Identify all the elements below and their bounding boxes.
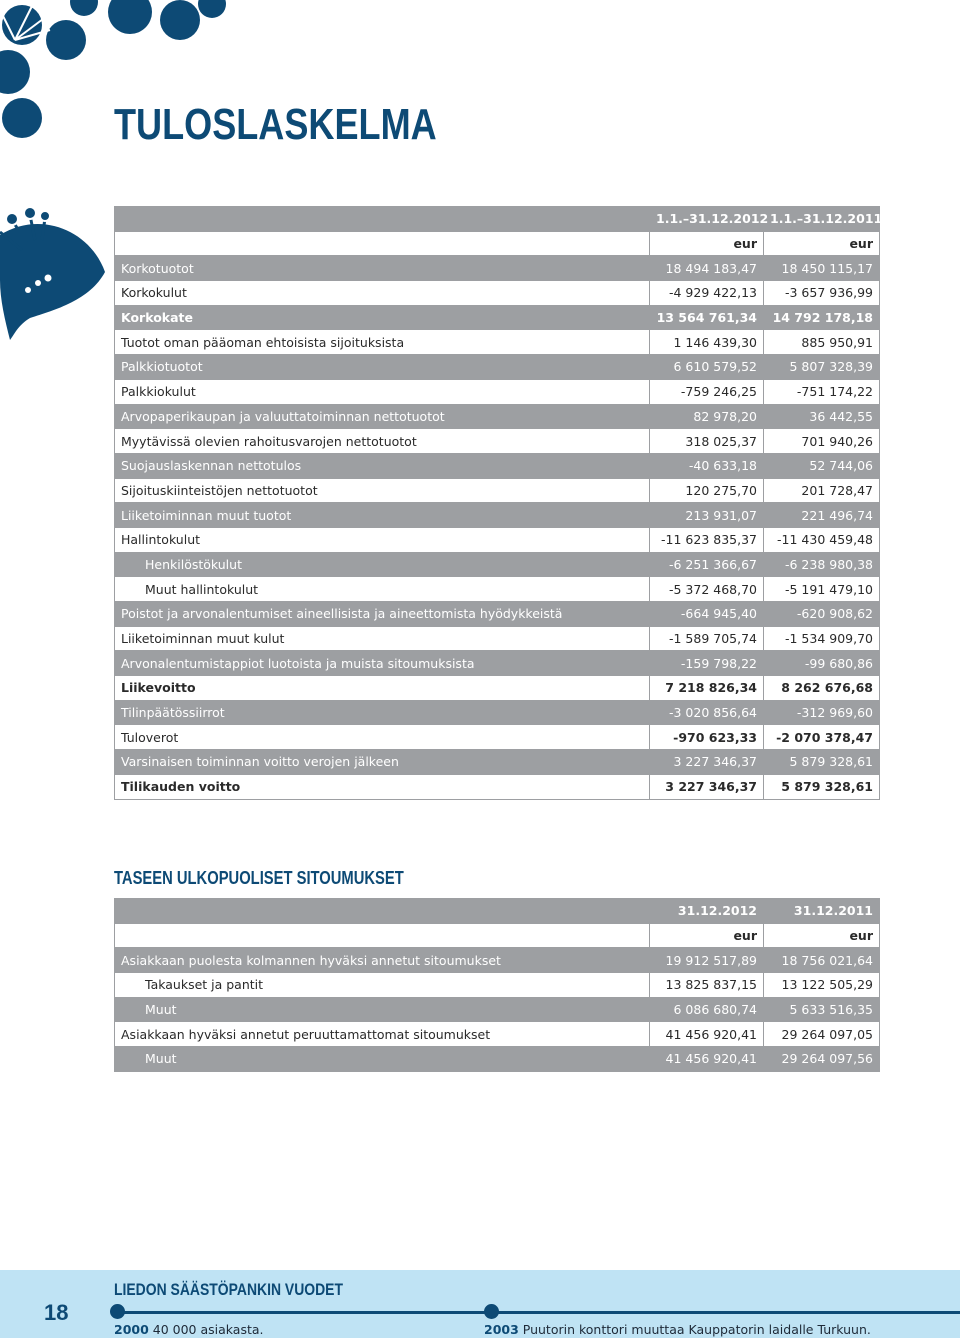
row-label: Tilinpäätössiirrot <box>115 700 650 725</box>
value-2012: 13 825 837,15 <box>650 973 764 998</box>
value-2012: -5 372 468,70 <box>650 577 764 602</box>
unit-2012: eur <box>650 231 764 256</box>
value-2011: 18 756 021,64 <box>764 948 880 973</box>
footer-title: LIEDON SÄÄSTÖPANKIN VUODET <box>114 1280 343 1299</box>
table-row <box>115 997 880 1022</box>
date-header-row <box>115 899 880 924</box>
commitments-heading: TASEEN ULKOPUOLISET SITOUMUKSET <box>114 868 404 888</box>
table-row <box>115 700 880 725</box>
value-2011: 18 450 115,17 <box>764 256 880 281</box>
value-2011: -620 908,62 <box>764 602 880 627</box>
table-row <box>115 602 880 627</box>
value-2011: 5 879 328,61 <box>764 774 880 799</box>
value-2012: 41 456 920,41 <box>650 1022 764 1047</box>
value-2011: 29 264 097,56 <box>764 1047 880 1072</box>
value-2011: 701 940,26 <box>764 429 880 454</box>
unit-2012: eur <box>650 923 764 948</box>
table-row <box>115 973 880 998</box>
timeline-text: Puutorin konttori muuttaa Kauppatorin laidalle Turkuun. <box>518 1322 871 1337</box>
value-2012: -40 633,18 <box>650 453 764 478</box>
timeline-event <box>484 1322 871 1337</box>
row-label: Suojauslaskennan nettotulos <box>115 453 650 478</box>
value-2011: 29 264 097,05 <box>764 1022 880 1047</box>
table-row <box>115 725 880 750</box>
value-2012: -4 929 422,13 <box>650 281 764 306</box>
row-label: Korkokate <box>115 305 650 330</box>
value-2012: -11 623 835,37 <box>650 527 764 552</box>
row-label: Hallintokulut <box>115 527 650 552</box>
value-2011: 52 744,06 <box>764 453 880 478</box>
timeline-event <box>114 1322 264 1337</box>
row-label: Tuotot oman pääoman ehtoisista sijoituksista <box>115 330 650 355</box>
value-2011: 36 442,55 <box>764 404 880 429</box>
value-2012: 6 086 680,74 <box>650 997 764 1022</box>
row-label: Muut hallintokulut <box>115 577 650 602</box>
table-row <box>115 750 880 775</box>
row-label: Asiakkaan hyväksi annetut peruuttamattomat sitoumukset <box>115 1022 650 1047</box>
table-row <box>115 527 880 552</box>
value-2012: -759 246,25 <box>650 379 764 404</box>
value-2012: 18 494 183,47 <box>650 256 764 281</box>
row-label: Liiketoiminnan muut kulut <box>115 626 650 651</box>
value-2012: 120 275,70 <box>650 478 764 503</box>
table-row <box>115 355 880 380</box>
value-2012: -664 945,40 <box>650 602 764 627</box>
value-2012: -1 589 705,74 <box>650 626 764 651</box>
table-row <box>115 404 880 429</box>
row-label: Tuloverot <box>115 725 650 750</box>
value-2011: 14 792 178,18 <box>764 305 880 330</box>
value-2012: 41 456 920,41 <box>650 1047 764 1072</box>
date-2011: 31.12.2011 <box>764 899 880 924</box>
value-2011: -99 680,86 <box>764 651 880 676</box>
row-label: Palkkiotuotot <box>115 355 650 380</box>
period-2011: 1.1.–31.12.2011 <box>764 207 880 232</box>
value-2012: 19 912 517,89 <box>650 948 764 973</box>
row-label: Korkokulut <box>115 281 650 306</box>
unit-2011: eur <box>764 231 880 256</box>
value-2012: 1 146 439,30 <box>650 330 764 355</box>
row-label: Muut <box>115 997 650 1022</box>
value-2011: 8 262 676,68 <box>764 676 880 701</box>
unit-blank-cell <box>115 923 650 948</box>
value-2011: 221 496,74 <box>764 503 880 528</box>
row-label: Sijoituskiinteistöjen nettotuotot <box>115 478 650 503</box>
row-label: Korkotuotot <box>115 256 650 281</box>
row-label: Palkkiokulut <box>115 379 650 404</box>
table-row <box>115 774 880 799</box>
row-label: Liikevoitto <box>115 676 650 701</box>
value-2011: 201 728,47 <box>764 478 880 503</box>
row-label: Muut <box>115 1047 650 1072</box>
timeline-text: 40 000 asiakasta. <box>148 1322 264 1337</box>
timeline-line <box>114 1311 960 1314</box>
value-2012: 3 227 346,37 <box>650 750 764 775</box>
timeline-year: 2000 <box>114 1322 149 1337</box>
page-number: 18 <box>44 1300 69 1325</box>
table-row <box>115 281 880 306</box>
table-row <box>115 1022 880 1047</box>
unit-2011: eur <box>764 923 880 948</box>
table-row <box>115 478 880 503</box>
row-label: Arvopaperikaupan ja valuuttatoiminnan nettotuotot <box>115 404 650 429</box>
table-row <box>115 948 880 973</box>
table-row <box>115 453 880 478</box>
table-row <box>115 379 880 404</box>
value-2012: 6 610 579,52 <box>650 355 764 380</box>
row-label: Arvonalentumistappiot luotoista ja muista sitoumuksista <box>115 651 650 676</box>
table-row <box>115 1047 880 1072</box>
header-blank-cell <box>115 899 650 924</box>
header-blank-cell <box>115 207 650 232</box>
value-2011: -3 657 936,99 <box>764 281 880 306</box>
row-label: Takaukset ja pantit <box>115 973 650 998</box>
value-2012: 7 218 826,34 <box>650 676 764 701</box>
income-statement-table <box>114 206 883 800</box>
value-2012: 82 978,20 <box>650 404 764 429</box>
row-label: Tilikauden voitto <box>115 774 650 799</box>
table-row <box>115 676 880 701</box>
value-2011: -1 534 909,70 <box>764 626 880 651</box>
unit-row <box>115 923 880 948</box>
date-2012: 31.12.2012 <box>650 899 764 924</box>
row-label: Poistot ja arvonalentumiset aineellisista ja aineettomista hyödykkeistä <box>115 602 650 627</box>
table-row <box>115 330 880 355</box>
unit-blank-cell <box>115 231 650 256</box>
value-2011: 5 633 516,35 <box>764 997 880 1022</box>
commitments-table <box>114 898 880 1072</box>
value-2011: -11 430 459,48 <box>764 527 880 552</box>
table-row <box>115 503 880 528</box>
value-2012: 3 227 346,37 <box>650 774 764 799</box>
value-2012: -6 251 366,67 <box>650 552 764 577</box>
period-2012: 1.1.–31.12.2012 <box>650 207 764 232</box>
table-row <box>115 552 880 577</box>
row-label: Asiakkaan puolesta kolmannen hyväksi annetut sitoumukset <box>115 948 650 973</box>
row-label: Varsinaisen toiminnan voitto verojen jälkeen <box>115 750 650 775</box>
value-2011: -312 969,60 <box>764 700 880 725</box>
value-2012: 213 931,07 <box>650 503 764 528</box>
timeline-year: 2003 <box>484 1322 519 1337</box>
table-row <box>115 651 880 676</box>
page-title: TULOSLASKELMA <box>114 100 437 149</box>
value-2011: 13 122 505,29 <box>764 973 880 998</box>
table-row <box>115 256 880 281</box>
table-row <box>115 626 880 651</box>
value-2012: -159 798,22 <box>650 651 764 676</box>
unit-row <box>115 231 880 256</box>
row-label: Henkilöstökulut <box>115 552 650 577</box>
row-label: Liiketoiminnan muut tuotot <box>115 503 650 528</box>
value-2011: 5 807 328,39 <box>764 355 880 380</box>
value-2012: 13 564 761,34 <box>650 305 764 330</box>
period-header-row <box>115 207 880 232</box>
value-2011: -2 070 378,47 <box>764 725 880 750</box>
value-2011: 885 950,91 <box>764 330 880 355</box>
value-2012: 318 025,37 <box>650 429 764 454</box>
value-2011: -751 174,22 <box>764 379 880 404</box>
timeline-dot <box>484 1304 499 1319</box>
value-2011: 5 879 328,61 <box>764 750 880 775</box>
timeline-dot <box>110 1304 125 1319</box>
table-row <box>115 429 880 454</box>
value-2012: -970 623,33 <box>650 725 764 750</box>
table-row <box>115 305 880 330</box>
value-2012: -3 020 856,64 <box>650 700 764 725</box>
value-2011: -5 191 479,10 <box>764 577 880 602</box>
row-label: Myytävissä olevien rahoitusvarojen nettotuotot <box>115 429 650 454</box>
table-row <box>115 577 880 602</box>
value-2011: -6 238 980,38 <box>764 552 880 577</box>
